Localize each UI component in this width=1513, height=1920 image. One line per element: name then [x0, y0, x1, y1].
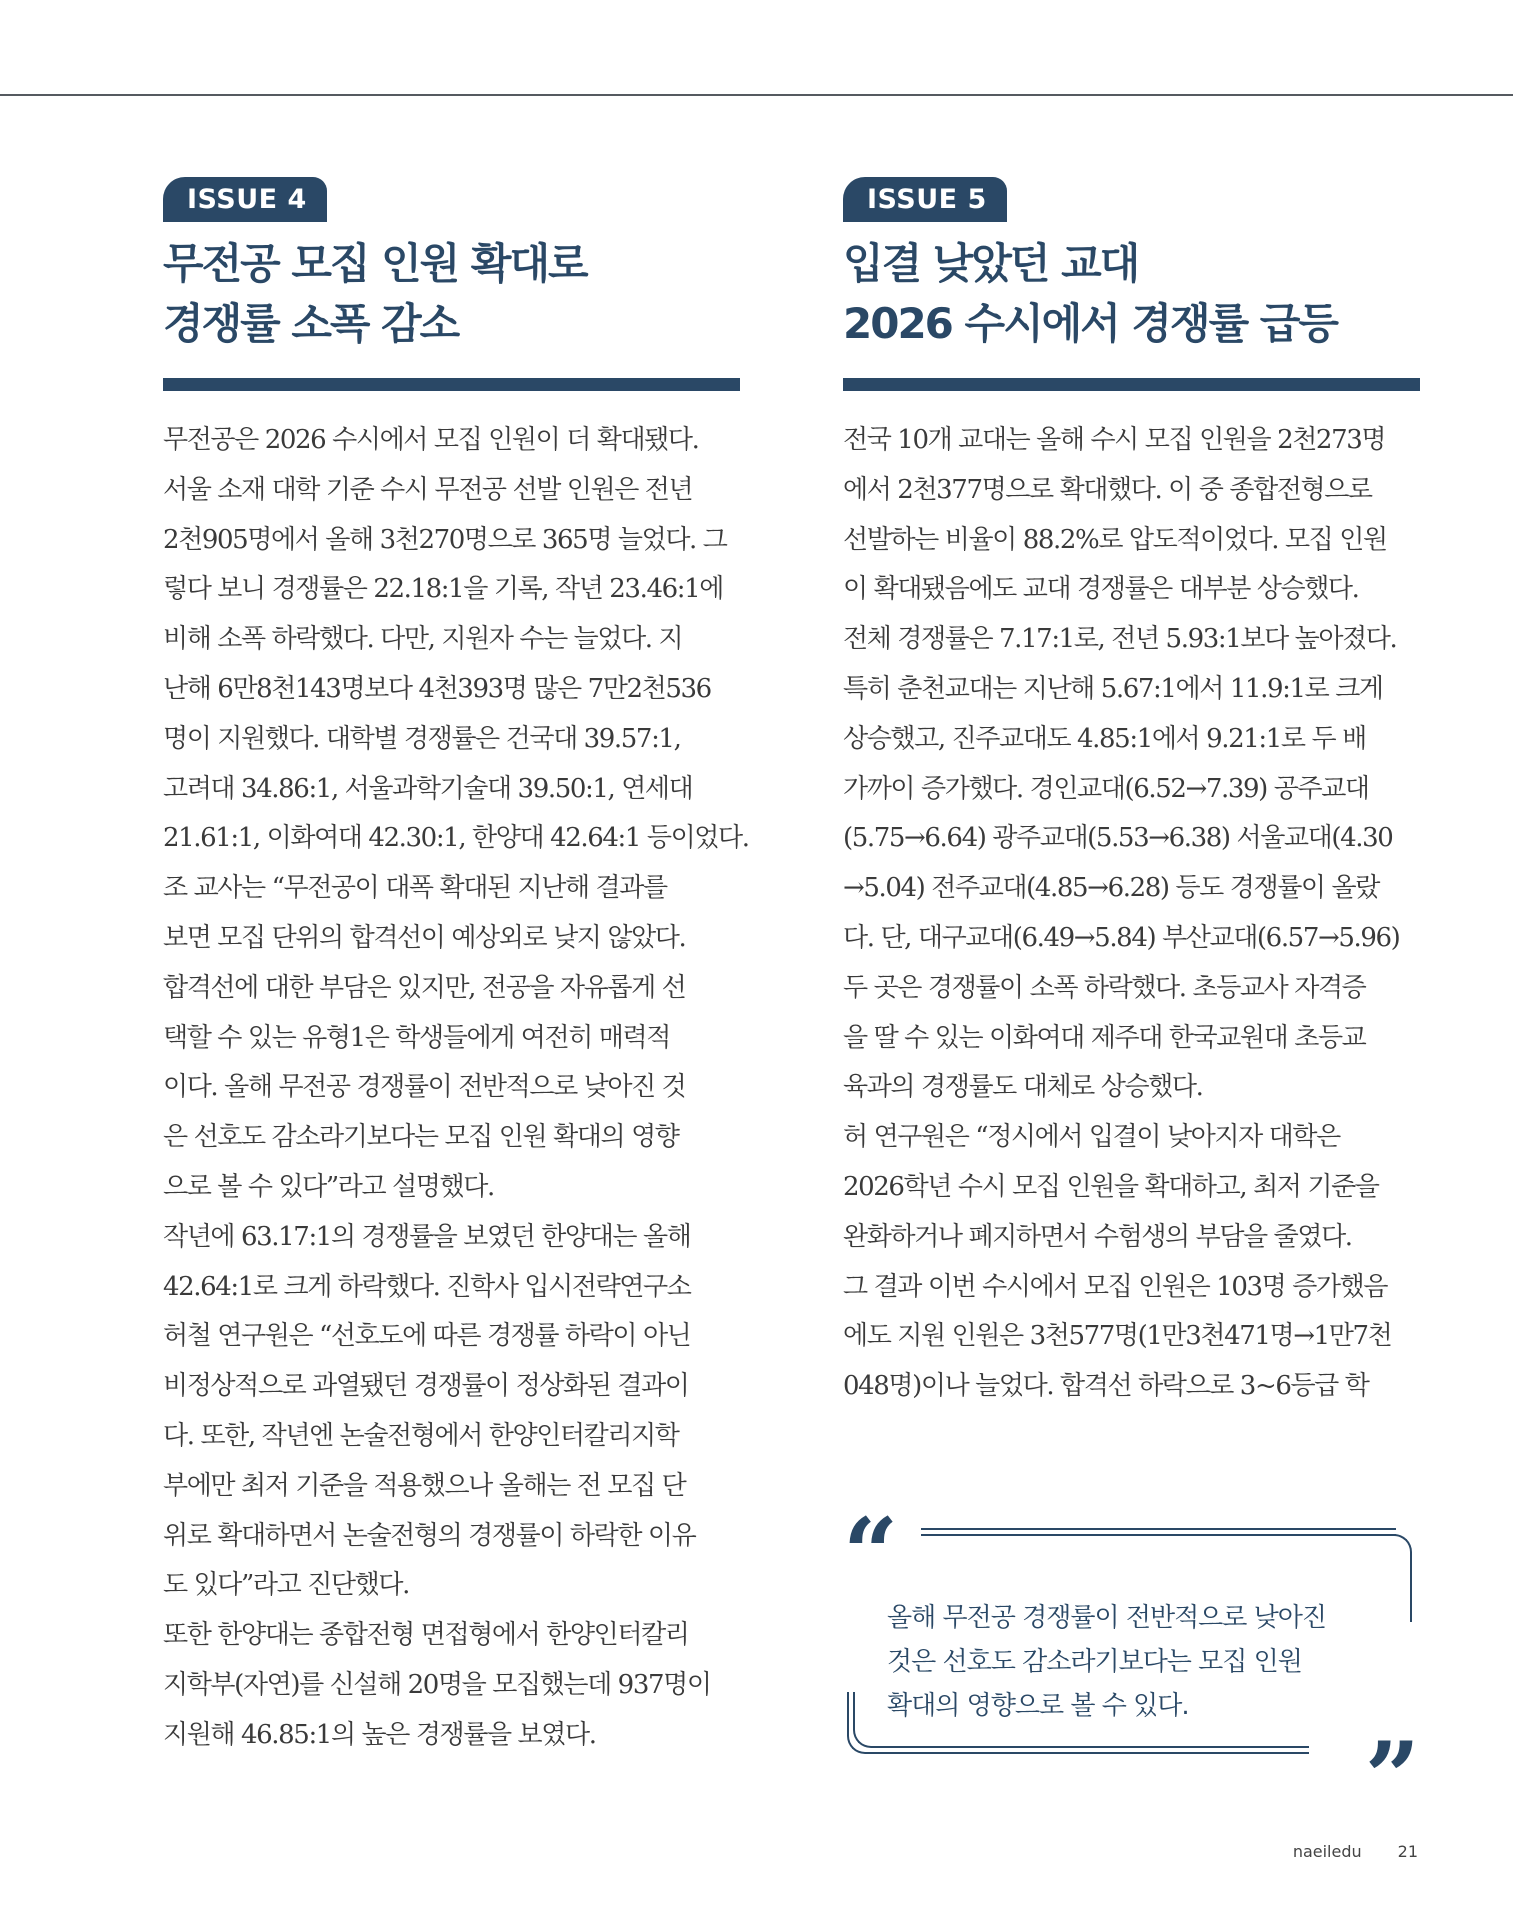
- issue5-column: [843, 177, 1420, 1412]
- open-quote-icon: “: [843, 1497, 899, 1610]
- top-rule: [0, 94, 1513, 96]
- body-line: →5.04) 전주교대(4.85→6.28) 등도 경쟁률이 올랐: [843, 873, 1379, 904]
- issue4-headline-line: 경쟁률 소폭 감소: [163, 299, 459, 348]
- issue5-headline-line: 2026 수시에서 경쟁률 급등: [843, 299, 1337, 348]
- body-line: 난해 6만8천143명보다 4천393명 많은 7만2천536: [163, 673, 711, 704]
- body-line: 명이 지원했다. 대학별 경쟁률은 건국대 39.57:1,: [163, 723, 681, 754]
- body-line: 조 교사는 “무전공이 대폭 확대된 지난해 결과를: [163, 873, 667, 904]
- body-line: 상승했고, 진주교대도 4.85:1에서 9.21:1로 두 배: [843, 723, 1366, 754]
- body-line: 21.61:1, 이화여대 42.30:1, 한양대 42.64:1 등이었다.: [163, 823, 749, 854]
- pull-quote-line: 올해 무전공 경쟁률이 전반적으로 낮아진: [887, 1603, 1327, 1633]
- body-line: 지원해 46.85:1의 높은 경쟁률을 보였다.: [163, 1719, 596, 1750]
- body-line: 두 곳은 경쟁률이 소폭 하락했다. 초등교사 자격증: [843, 972, 1366, 1003]
- body-line: 육과의 경쟁률도 대체로 상승했다.: [843, 1072, 1203, 1103]
- body-line: 비해 소폭 하락했다. 다만, 지원자 수는 늘었다. 지: [163, 624, 683, 655]
- body-line: 선발하는 비율이 88.2%로 압도적이었다. 모집 인원: [843, 524, 1387, 555]
- body-line: 전체 경쟁률은 7.17:1로, 전년 5.93:1보다 높아졌다.: [843, 624, 1397, 655]
- body-line: 비정상적으로 과열됐던 경쟁률이 정상화된 결과이: [163, 1371, 689, 1402]
- body-line: 다. 단, 대구교대(6.49→5.84) 부산교대(6.57→5.96): [843, 922, 1400, 953]
- body-line: 을 딸 수 있는 이화여대 제주대 한국교원대 초등교: [843, 1022, 1366, 1053]
- pull-quote-line: 것은 선호도 감소라기보다는 모집 인원: [887, 1647, 1302, 1677]
- body-line: (5.75→6.64) 광주교대(5.53→6.38) 서울교대(4.30: [843, 823, 1393, 854]
- body-line: 은 선호도 감소라기보다는 모집 인원 확대의 영향: [163, 1122, 679, 1153]
- body-line: 다. 또한, 작년엔 논술전형에서 한양인터칼리지학: [163, 1420, 679, 1451]
- body-line: 이 확대됐음에도 교대 경쟁률은 대부분 상승했다.: [843, 574, 1359, 605]
- pull-quote: [843, 1497, 1420, 1834]
- body-line: 또한 한양대는 종합전형 면접형에서 한양인터칼리: [163, 1620, 689, 1651]
- footer-brand: naeiledu: [1292, 1842, 1362, 1861]
- body-line: 2026학년 수시 모집 인원을 확대하고, 최저 기준을: [843, 1171, 1379, 1202]
- body-line: 전국 10개 교대는 올해 수시 모집 인원을 2천273명: [843, 425, 1386, 455]
- body-line: 허철 연구원은 “선호도에 따른 경쟁률 하락이 아닌: [163, 1321, 691, 1352]
- issue4-headline-rule: [163, 378, 740, 391]
- body-line: 2천905명에서 올해 3천270명으로 365명 늘었다. 그: [163, 524, 727, 555]
- body-line: 에도 지원 인원은 3천577명(1만3천471명→1만7천: [843, 1321, 1392, 1352]
- body-line: 특히 춘천교대는 지난해 5.67:1에서 11.9:1로 크게: [843, 673, 1383, 704]
- quote-frame-corner: [1383, 1534, 1412, 1622]
- body-line: 그 결과 이번 수시에서 모집 인원은 103명 증가했음: [843, 1271, 1388, 1302]
- issue4-paragraph-3: [163, 1611, 740, 1760]
- quote-frame-line: [921, 1528, 1396, 1530]
- quote-frame-line: [921, 1534, 1396, 1536]
- issue5-paragraph-1: [843, 416, 1420, 1113]
- issue5-body: [843, 416, 1420, 1412]
- close-quote-icon: ”: [1364, 1721, 1420, 1834]
- issue4-paragraph-2: [163, 1213, 740, 1611]
- pull-quote-text: [887, 1596, 1326, 1728]
- pull-quote-line: 확대의 영향으로 볼 수 있다.: [887, 1691, 1189, 1721]
- body-line: 고려대 34.86:1, 서울과학기술대 39.50:1, 연세대: [163, 773, 693, 804]
- body-line: 이다. 올해 무전공 경쟁률이 전반적으로 낮아진 것: [163, 1072, 686, 1103]
- page-footer: [1293, 1842, 1418, 1861]
- body-line: 으로 볼 수 있다”라고 설명했다.: [163, 1171, 494, 1202]
- body-line: 부에만 최저 기준을 적용했으나 올해는 전 모집 단: [163, 1470, 686, 1501]
- issue4-paragraph-1: [163, 416, 749, 1213]
- issue5-headline-line: 입결 낮았던 교대: [843, 239, 1139, 288]
- body-line: 택할 수 있는 유형1은 학생들에게 여전히 매력적: [163, 1022, 670, 1053]
- body-line: 에서 2천377명으로 확대했다. 이 중 종합전형으로: [843, 474, 1372, 505]
- body-line: 42.64:1로 크게 하락했다. 진학사 입시전략연구소: [163, 1271, 691, 1302]
- body-line: 048명)이나 늘었다. 합격선 하락으로 3~6등급 학: [843, 1371, 1369, 1402]
- body-line: 완화하거나 폐지하면서 수험생의 부담을 줄였다.: [843, 1221, 1352, 1252]
- issue4-body: [163, 416, 749, 1761]
- body-line: 서울 소재 대학 기준 수시 무전공 선발 인원은 전년: [163, 474, 693, 505]
- body-line: 보면 모집 단위의 합격선이 예상외로 낮지 않았다.: [163, 922, 686, 953]
- issue5-headline: [843, 234, 1420, 354]
- body-line: 도 있다”라고 진단했다.: [163, 1570, 409, 1601]
- body-line: 렇다 보니 경쟁률은 22.18:1을 기록, 작년 23.46:1에: [163, 574, 723, 605]
- issue4-badge: ISSUE 4: [163, 177, 327, 222]
- body-line: 위로 확대하면서 논술전형의 경쟁률이 하락한 이유: [163, 1520, 696, 1551]
- issue5-paragraph-2: [843, 1113, 1420, 1412]
- body-line: 허 연구원은 “정시에서 입결이 낮아지자 대학은: [843, 1122, 1340, 1153]
- issue4-headline: [163, 234, 740, 354]
- body-line: 지학부(자연)를 신설해 20명을 모집했는데 937명이: [163, 1669, 711, 1700]
- issue5-badge: ISSUE 5: [843, 177, 1007, 222]
- body-line: 가까이 증가했다. 경인교대(6.52→7.39) 공주교대: [843, 773, 1369, 804]
- body-line: 작년에 63.17:1의 경쟁률을 보였던 한양대는 올해: [163, 1221, 691, 1252]
- body-line: 합격선에 대한 부담은 있지만, 전공을 자유롭게 선: [163, 972, 686, 1003]
- page-number: 21: [1397, 1842, 1418, 1861]
- issue5-headline-rule: [843, 378, 1420, 391]
- body-line: 무전공은 2026 수시에서 모집 인원이 더 확대됐다.: [163, 425, 699, 455]
- issue4-column: [163, 177, 749, 1761]
- issue4-headline-line: 무전공 모집 인원 확대로: [163, 239, 587, 288]
